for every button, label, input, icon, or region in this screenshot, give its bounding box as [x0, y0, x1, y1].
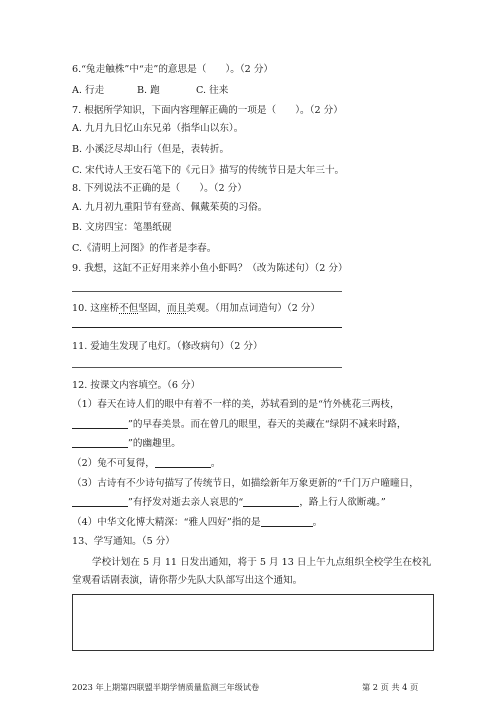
q13-paragraph-2: 堂观看话剧表演，请你帮少先队大队部写出这个通知。 [72, 575, 303, 586]
q6-option-a: A. 行走 [72, 85, 105, 96]
q9-stem: 9. 我想，这缸不正好用来养小鱼小虾吗？（改为陈述句）（2 分） [72, 263, 348, 274]
q9-answer-line[interactable] [72, 291, 342, 292]
q11-stem: 11. 爱迪生发现了电灯。（修改病句）（2 分） [72, 341, 263, 352]
q10-text-post: 美观。（用加点词造句）（2 分） [186, 303, 321, 314]
q12-line-5: （3）古诗有不少诗句描写了传统节日，如描绘新年万象更新的“千门万户曈曈日， [72, 478, 419, 489]
q12-blank-5[interactable] [243, 496, 299, 507]
q13-stem: 13、学写通知。（5 分） [72, 536, 175, 547]
footer-page-number: 第 2 页 共 4 页 [362, 682, 419, 692]
q12-line-2-text: ”的早春美景。而在曾几的眼里，春天的美藏在“绿阴不减来时路， [128, 419, 407, 430]
q6-stem: 6.“兔走触株”中“走”的意思是（ ）。（2 分） [72, 64, 274, 75]
q10-answer-line[interactable] [72, 327, 342, 328]
q10-dotted-word-1: 不但 [119, 303, 139, 314]
q8-option-a: A. 九月初九重阳节有登高、佩戴茱萸的习俗。 [72, 202, 268, 213]
q12-blank-1[interactable] [72, 418, 128, 429]
q10-dotted-word-2: 而且 [167, 303, 187, 314]
q12-line-6-post: ，路上行人欲断魂。” [299, 497, 386, 508]
q12-line-4-post: 。 [210, 458, 221, 469]
q8-option-b: B. 文房四宝：笔墨纸砚 [72, 222, 172, 233]
q7-option-c: C. 宋代诗人王安石笔下的《元日》描写的传统节日是大年三十。 [72, 165, 345, 176]
q12-line-6-pre: ”有抒发对逝去亲人哀思的“ [128, 497, 244, 508]
q12-line-1: （1）春天在诗人们的眼中有着不一样的美，苏轼看到的是“竹外桃花三两枝， [72, 399, 400, 410]
q12-line-7-post: 。 [312, 517, 323, 528]
q10-stem [72, 302, 320, 315]
q12-line-7-pre: （4）中华文化博大精深：“雅人四好”指的是 [72, 517, 261, 528]
q7-stem: 7. 根据所学知识，下面内容理解正确的一项是（ ）。（2 分） [72, 105, 343, 116]
q12-line-3 [72, 437, 181, 450]
q8-option-c: C.《清明上河图》的作者是李春。 [72, 243, 217, 254]
q12-line-3-text: ”的幽趣里。 [128, 438, 181, 449]
q12-line-2 [72, 418, 406, 431]
q12-blank-2[interactable] [72, 437, 128, 448]
q10-text-mid: 坚固， [138, 303, 168, 314]
q13-paragraph-1: 学校计划在 5 月 11 日发出通知，将于 5 月 13 日上午九点组织全校学生在校礼 [92, 557, 432, 568]
q8-stem: 8. 下列说法不正确的是（ ）。（2 分） [72, 183, 247, 194]
q13-answer-box[interactable] [72, 594, 434, 651]
q12-line-4 [72, 457, 220, 470]
footer-exam-title: 2023 年上期第四联盟半期学情质量监测三年级试卷 [72, 682, 260, 692]
q6-option-c: C. 往来 [196, 85, 229, 96]
q12-blank-3[interactable] [155, 457, 211, 468]
q12-line-7 [72, 516, 322, 529]
q7-option-b: B. 小溪泛尽却山行（但是，表转折。 [72, 144, 230, 155]
q12-blank-6[interactable] [261, 516, 313, 527]
q6-option-b: B. 跑 [137, 85, 160, 96]
q10-text-pre: 10. 这座桥 [72, 303, 120, 314]
q12-line-6 [72, 496, 386, 509]
q12-blank-4[interactable] [72, 496, 128, 507]
q12-stem: 12. 按课文内容填空。（6 分） [72, 380, 201, 391]
q11-answer-line[interactable] [72, 367, 342, 368]
q12-line-4-pre: （2）兔不可复得， [72, 458, 155, 469]
q7-option-a: A. 九月九日忆山东兄弟（指华山以东）。 [72, 123, 244, 134]
